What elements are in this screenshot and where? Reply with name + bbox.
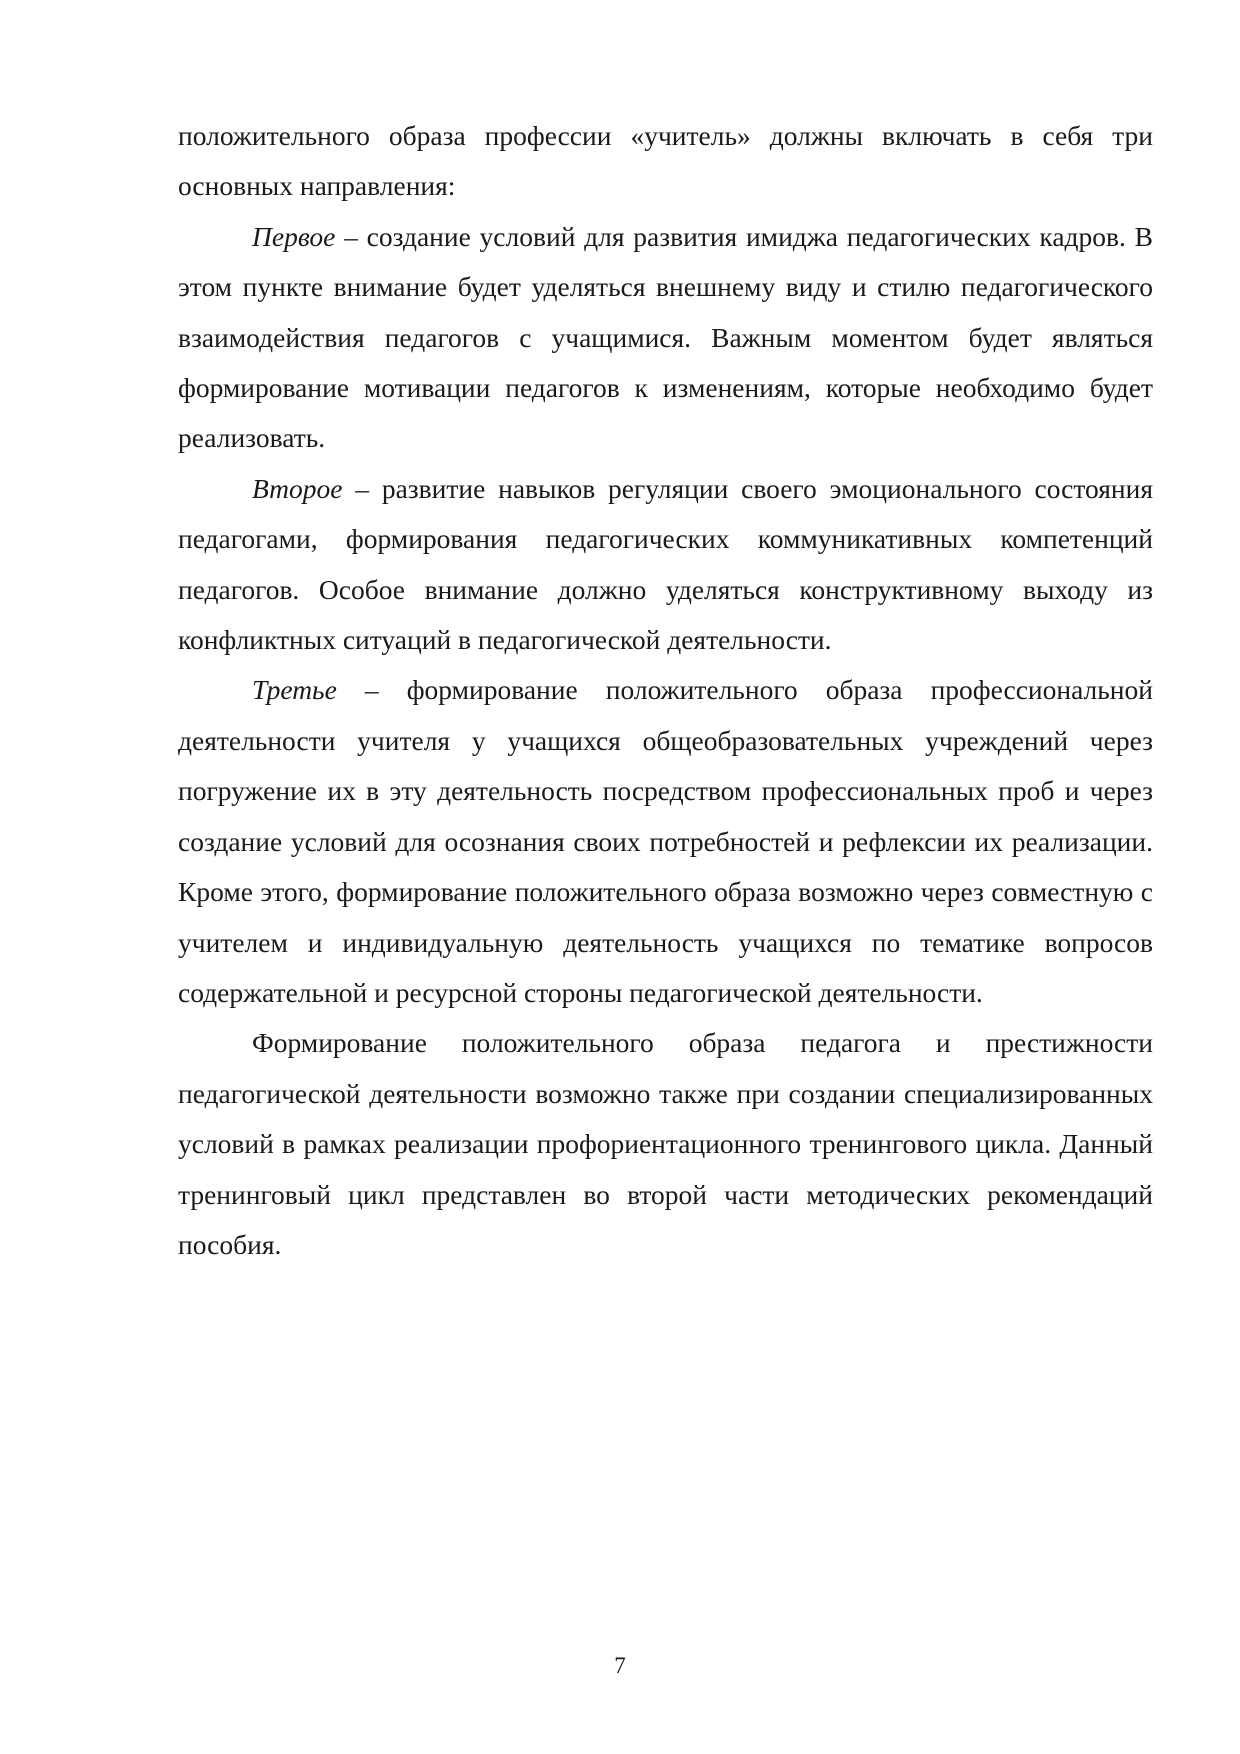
paragraph-2-text: – создание условий для развития имиджа педагогических кадров. В этом пункте внимание будет уделяться внешнему виду и стилю педагогического взаимодействия педагогов с учащимися. Важным моментом будет являться формирование мотивации педагогов к изменениям, которые необходимо будет реализовать. bbox=[178, 220, 1153, 454]
paragraph-continuation bbox=[178, 111, 1153, 212]
paragraph-third-direction bbox=[178, 665, 1153, 1018]
paragraph-2-lead: Первое bbox=[252, 220, 336, 252]
paragraph-5-text: Формирование положительного образа педагога и престижности педагогической деятельности возможно также при создании специализированных условий в рамках реализации профориентационного тренингового цикла. Данный тренинговый цикл представлен во второй части методических рекомендаций пособия. bbox=[178, 1027, 1153, 1260]
paragraph-4-lead: Третье bbox=[252, 674, 337, 706]
paragraph-3-text: – развитие навыков регуляции своего эмоционального состояния педагогами, формирования педагогических коммуникативных компетенций педагогов. Особое внимание должно уделяться конструктивному выходу из конфликтных ситуаций в педагогической деятельности. bbox=[178, 472, 1153, 656]
paragraph-4-text: – формирование положительного образа профессиональной деятельности учителя у учащихся общеобразовательных учреждений через погружение их в эту деятельность посредством профессиональных проб и через создание условий для осознания своих потребностей и рефлексии их реализации. Кроме этого, формирование положительного образа возможно через совместную с учителем и индивидуальную деятельность учащихся по тематике вопросов содержательной и ресурсной стороны педагогической деятельности. bbox=[178, 674, 1153, 1008]
page-number: 7 bbox=[614, 1653, 626, 1678]
paragraph-conclusion bbox=[178, 1018, 1153, 1270]
body-text bbox=[178, 111, 1153, 1270]
paragraph-3-lead: Второе bbox=[252, 472, 343, 504]
paragraph-1-text: положительного образа профессии «учитель» должны включать в себя три основных направления: bbox=[178, 120, 1153, 202]
paragraph-second-direction bbox=[178, 464, 1153, 666]
paragraph-first-direction bbox=[178, 212, 1153, 464]
